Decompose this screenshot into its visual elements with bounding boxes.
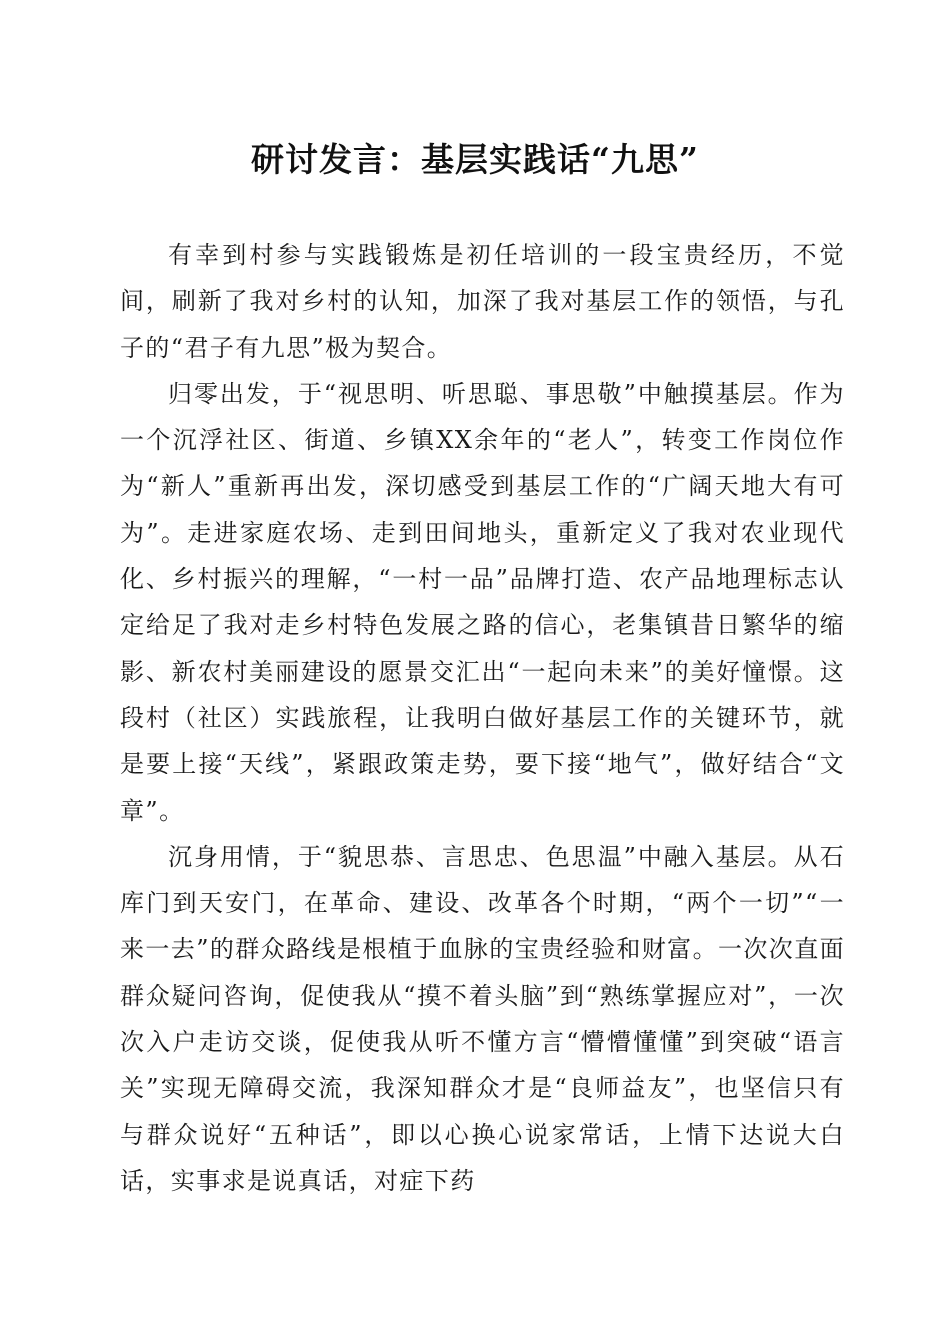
paragraph: 有幸到村参与实践锻炼是初任培训的一段宝贵经历，不觉间，刷新了我对乡村的认知，加深了我对基层工作的领悟，与孔子的“君子有九思”极为契合。 — [120, 241, 845, 362]
document-title: 研讨发言：基层实践话“九思” — [251, 140, 699, 179]
paragraph: 归零出发，于“视思明、听思聪、事思敬”中触摸基层。作为一个沉浮社区、街道、乡镇XX余年的“老人”，转变工作岗位作为“新人”重新再出发，深切感受到基层工作的“广阔天地大有可为”。走进家庭农场、走到田间地头，重新定义了我对农业现代化、乡村振兴的理解，“一村一品”品牌打造、农产品地理标志认定给足了我对走乡村特色发展之路的信心，老集镇昔日繁华的缩影、新农村美丽建设的愿景交汇出“一起向未来”的美好憧憬。这段村（社区）实践旅程，让我明白做好基层工作的关键环节，就是要上接“天线”，紧跟政策走势，要下接“地气”，做好结合“文章”。 — [120, 379, 845, 825]
document-body — [120, 232, 845, 1204]
paragraph: 沉身用情，于“貌思恭、言思忠、色思温”中融入基层。从石库门到天安门，在革命、建设、改革各个时期，“两个一切”“一来一去”的群众路线是根植于血脉的宝贵经验和财富。一次次直面群众疑问咨询，促使我从“摸不着头脑”到“熟练掌握应对”，一次次入户走访交谈，促使我从听不懂方言“懵懵懂懂”到突破“语言关”实现无障碍交流，我深知群众才是“良师益友”，也坚信只有与群众说好“五种话”，即以心换心说家常话，上情下达说大白话，实事求是说真话，对症下药 — [120, 842, 845, 1195]
